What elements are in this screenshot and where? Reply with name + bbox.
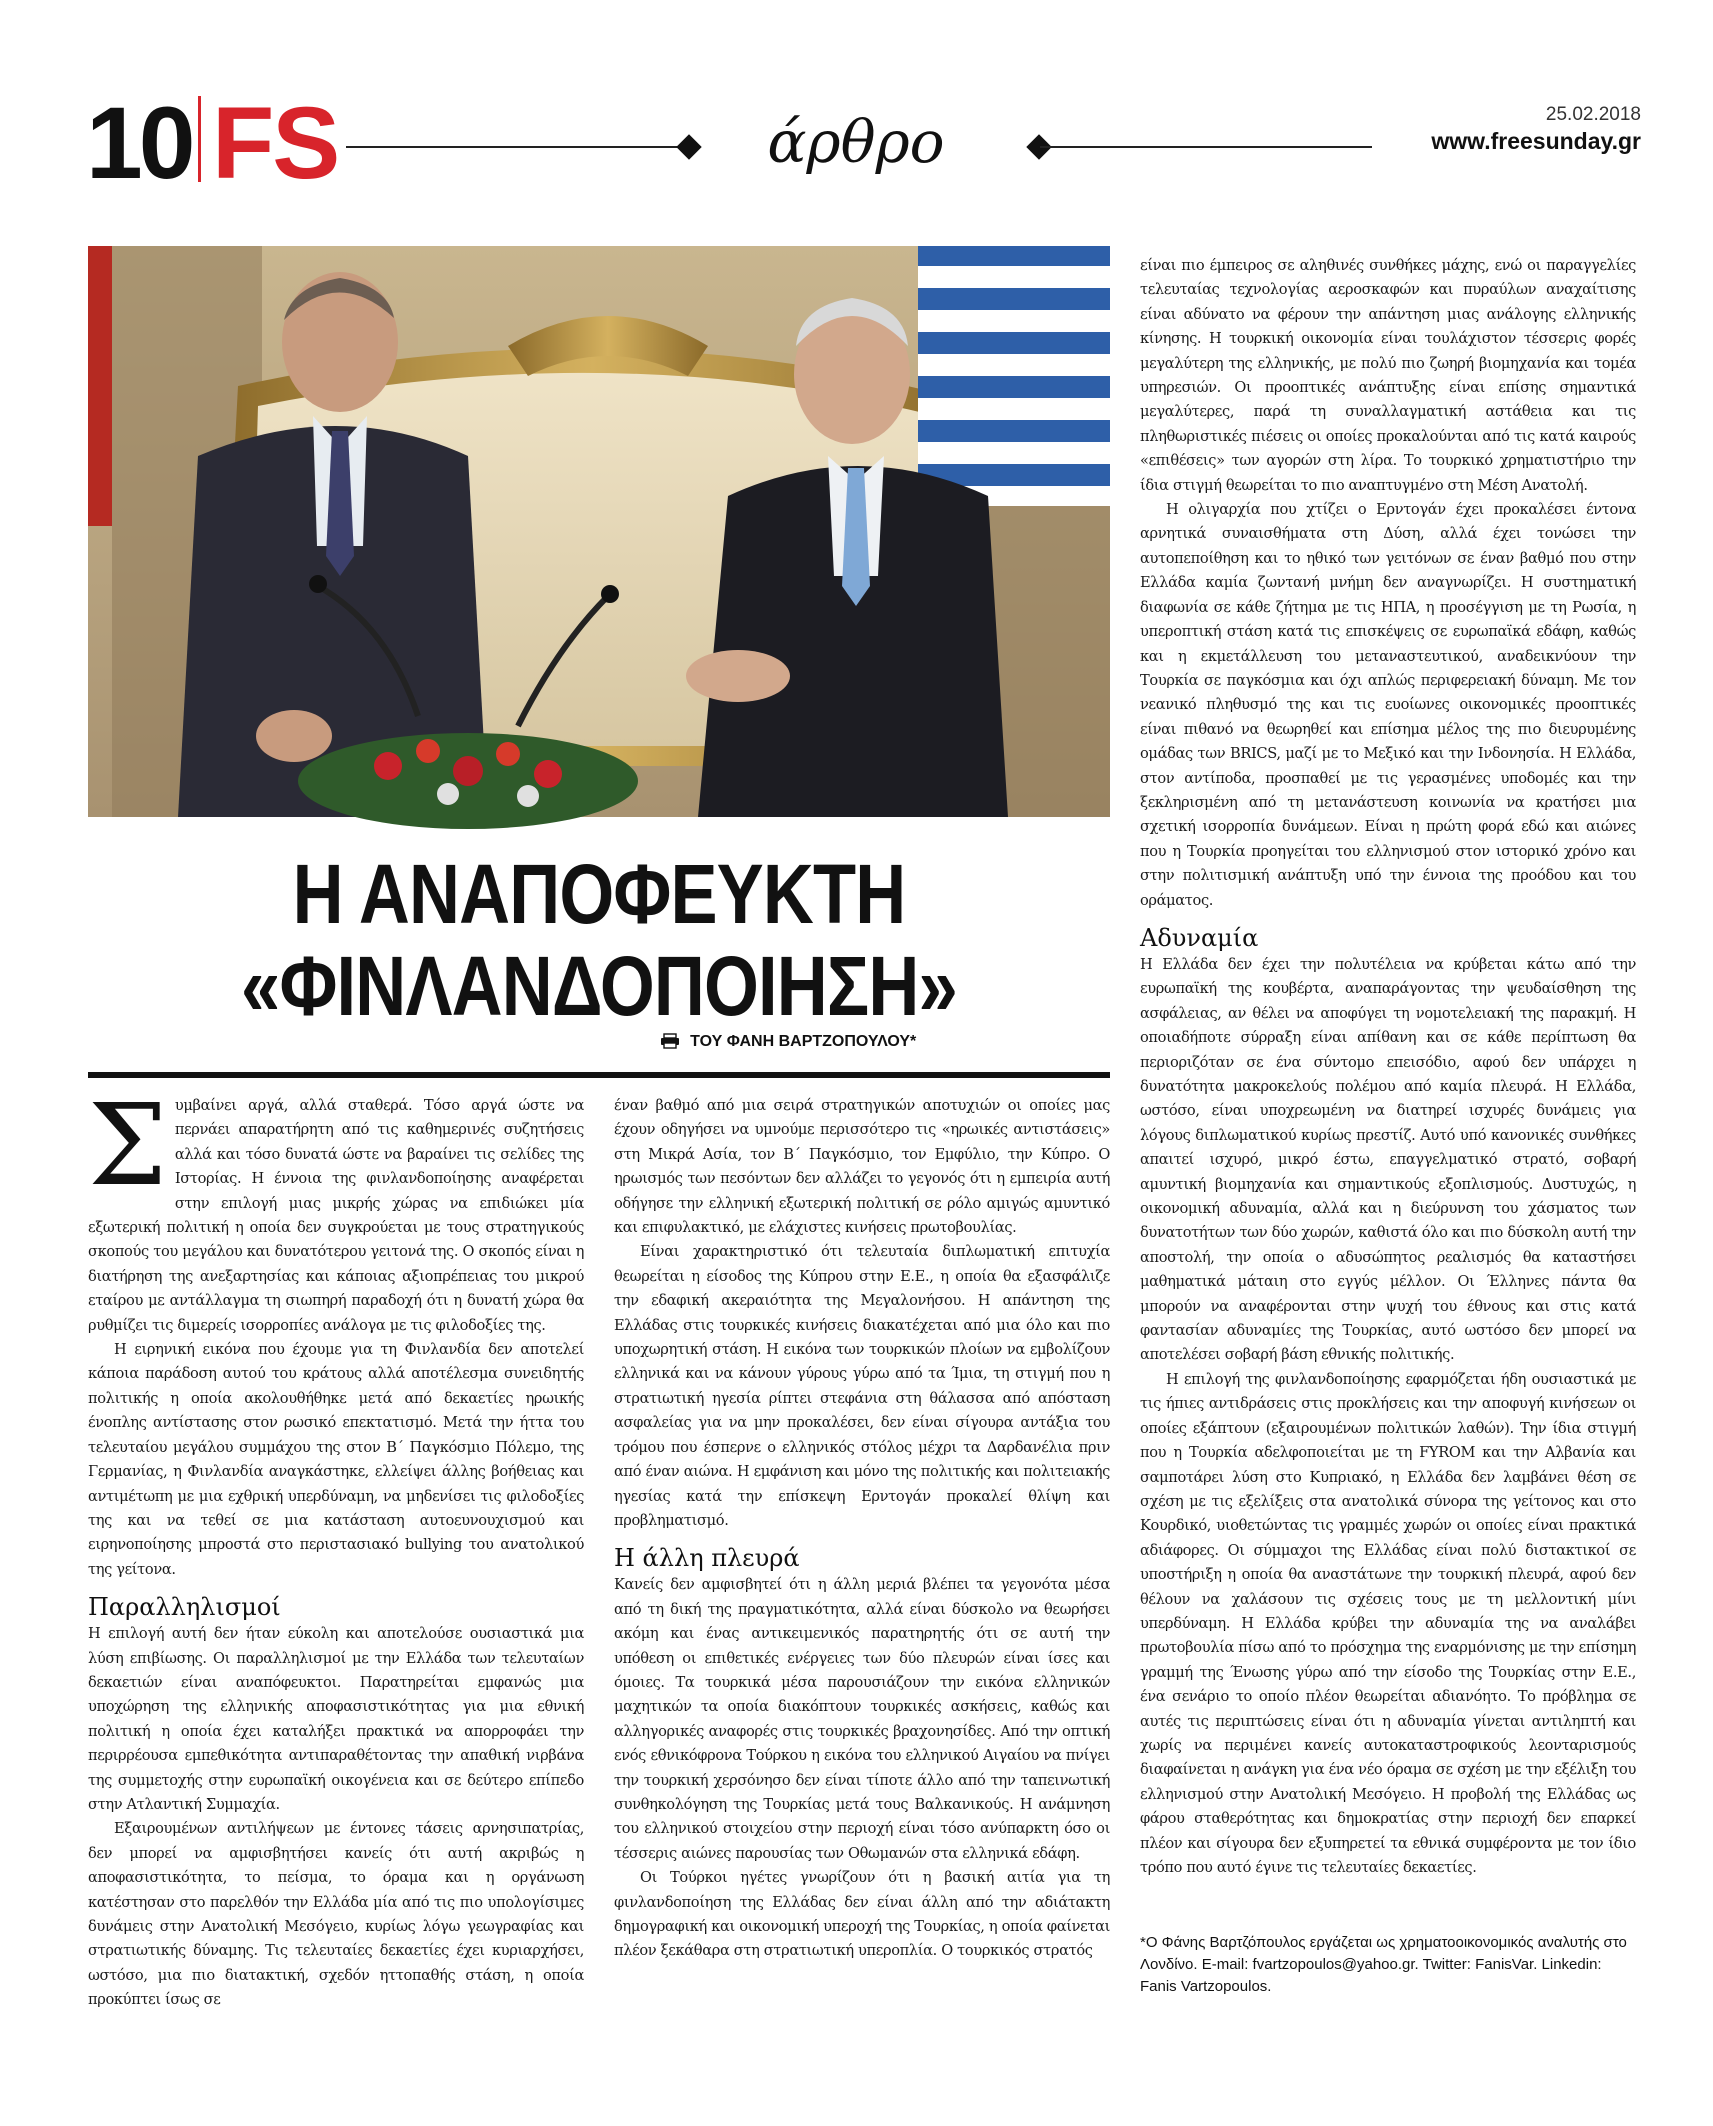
hero-photo	[88, 246, 1110, 817]
header-rule-right	[1040, 146, 1372, 148]
page-number: 10	[86, 86, 192, 200]
printer-icon	[660, 1034, 680, 1048]
headline-line-1: Η ΑΝΑΠΟΦΕΥΚΤΗ	[292, 847, 906, 941]
byline-text: ΤΟΥ ΦΑΝΗ ΒΑΡΤΖΟΠΟΥΛΟΥ*	[690, 1033, 917, 1050]
issue-date: 25.02.2018	[1545, 104, 1641, 125]
paragraph: έναν βαθμό από μια σειρά στρατηγικών αποτυχιών οι οποίες μας έχουν οδηγήσει να υμνούμε περισσότερο τις «ηρωικές αντιστάσεις» στη Μικρά Ασία, τον Β΄ Παγκόσμιο, τον Εμφύλιο, την Κύπρο. Ο ηρωισμός των πεσόντων δεν αλλάζει το γεγονός ότι η εμπειρία αυτή οδήγησε την ελληνική εξωτερική πολιτική σε ρόλο αμιγώς αμυντικό και επιφυλακτικό, με ελάχιστες κινήσεις πρωτοβουλίας.	[614, 1097, 1110, 1237]
header-rule-left	[346, 146, 686, 148]
site-url[interactable]: www.freesunday.gr	[1431, 128, 1641, 154]
headline-line-2: «ΦΙΝΛΑΝΔΟΠΟΙΗΣΗ»	[241, 939, 957, 1033]
brand-logo[interactable]: FS	[212, 86, 339, 200]
paragraph: Η ειρηνική εικόνα που έχουμε για τη Φινλανδία δεν αποτελεί κάποια παράδοση αυτού του κράτους αλλά αποτέλεσμα συνειδητής πολιτικής η οποία ακολουθήθηκε μετά από δεκαετίες ηρωικής ένοπλης αντίστασης στον ρωσικό επεκτατισμό. Μετά την ήττα του τελευταίου μεγάλου συμμάχου της στον Β΄ Παγκόσμιο Πόλεμο, της Γερμανίας, η Φινλανδία αναγκάστηκε, ελλείψει άλλης βοήθειας και αντιμέτωπη με μια εχθρική υπερδύναμη, να μηδενίσει τις φιλοδοξίες της και να τεθεί σε μια κατάσταση αυτοευνουχισμού και ειρηνοποίησης μπροστά στο περιστασιακό bullying του ανατολικού της γείτονα.	[88, 1341, 584, 1578]
paragraph: Κανείς δεν αμφισβητεί ότι η άλλη μεριά βλέπει τα γεγονότα μέσα από τη δική της πραγματικότητα, αλλά είναι δύσκολο να θεωρήσει ακόμη και ένας αντικειμενικός παρατηρητής ότι σε αυτή την υπόθεση οι επιθετικές ενέργειες των δύο πλευρών είναι ίσες και όμοιες. Τα τουρκικά μέσα παρουσιάζουν την εικόνα ελληνικών μαχητικών τα οποία διακόπτουν τουρκικές ασκήσεις, καθώς και αλληγορικές αναφορές στις τουρκικές βραχονησίδες. Από την οπτική ενός εθνικόφρονα Τούρκου η εικόνα του ελληνικού Αιγαίου να πνίγει την τουρκική χερσόνησο δεν είναι τίποτε άλλο από την ταπεινωτική συνθηκολόγηση της Τουρκίας μετά τους Βαλκανικούς. Η ανάμνηση του ελληνικού στοιχείου στην περιοχή είναι τόσο ανύπαρκτη όσο οι τέσσερις αιώνες παρουσίας των Οθωμανών στα ελληνικά εδάφη.	[614, 1576, 1110, 1862]
paragraph-intro-text: υμβαίνει αργά, αλλά σταθερά. Τόσο αργά ώστε να περνάει απαρατήρητη από τις καθημερινές συζητήσεις αλλά και τόσο δυνατά ώστε να βαραίνει τις σελίδες της Ιστορίας. Η έννοια της φινλανδοποίησης αναφέρεται στην επιλογή μιας μικρής χώρας να επιδιώκει μία εξωτερική πολιτική η οποία δεν συγκρούεται με τους στρατηγικούς σκοπούς του μεγάλου και δυνατότερου γειτονά της. Ο σκοπός είναι η διατήρηση της ανεξαρτησίας και κάποιας αξιοπρέπειας του μικρού εταίρου με αντάλλαγμα τη σιωπηρή παραδοχή ότι η δυνατή χώρα θα ρυθμίζει τις διμερείς ισορροπίες ανάλογα με τις φιλοδοξίες της.	[88, 1097, 584, 1334]
paragraph: Η επιλογή της φινλανδοποίησης εφαρμόζεται ήδη ουσιαστικά με τις ήπιες αντιδράσεις στις προκλήσεις και την αποφυγή κινήσεων οι οποίες εξάπτουν (εξαιρουμένων πολιτικών λαθών). Την ίδια στιγμή που η Τουρκία αδελφοποιείται με τη FYROM και την Αλβανία και σαμποτάρει λύση στο Κυπριακό, η Ελλάδα δεν λαμβάνει θέση σε σχέση με τις εξελίξεις στα ανατολικά σύνορα της γείτονος και στο Κουρδικό, υιοθετώντας τις γραμμές χωρών οι οποίες είναι πρακτικά αδιάφορες. Οι σύμμαχοι της Ελλάδας είναι πολύ διστακτικοί σε υποστήριξη η οποία θα αναστάτωνε την τουρκική πλευρά, αφού δεν θέλουν να χαλάσουν τις σχέσεις τους με τη μελλοντική μίνι υπερδύναμη. Η Ελλάδα κρύβει την αδυναμία της να αναλάβει πρωτοβουλία πίσω από το πρόσχημα της εναρμόνισης με την επίσημη γραμμή της Ένωσης γύρω από την είσοδο της Τουρκίας στην Ε.Ε., ένα σενάριο το οποίο πλέον θεωρείται αδιανόητο. Το πρόβλημα σε αυτές τις περιπτώσεις είναι ότι η αδυναμία γίνεται αντιληπτή και χωρίς να περιμένει κανείς αυτοκαταστροφικούς λεονταρισμούς διαφαίνεται η ανάγκη για ένα νέο όραμα σε σχέση με την εξέλιξη του ελληνισμού στην Ανατολική Μεσόγειο. Η προβολή της Ελλάδας ως φάρου σταθερότητας και δημοκρατίας στην περιοχή δεν επαρκεί πλέον και σίγουρα δεν εξυπηρετεί τα εθνικά συμφέροντα με τον ίδιο τρόπο που αυτό έγινε τις τελευταίες δεκαετίες.	[1140, 1370, 1636, 1876]
paragraph: Οι Τούρκοι ηγέτες γνωρίζουν ότι η βασική αιτία για τη φινλανδοποίηση της Ελλάδας δεν είναι άλλη από την αδιάτακτη δημογραφική και οικονομική υπεροχή της Τουρκίας, η οποία φαίνεται πλέον ξεκάθαρα στη στρατιωτική υπεροπλία. Ο τουρκικός στρατός	[614, 1869, 1110, 1960]
paragraph: Η ολιγαρχία που χτίζει ο Ερντογάν έχει προκαλέσει έντονα αρνητικά συναισθήματα στη Δύση, αλλά έχει τονώσει την αυτοπεποίθηση και το ηθικό των γειτόνων σε έναν βαθμό που στην Ελλάδα καμία ζωντανή μνήμη δεν αναγνωρίζει. Η συστηματική διαφωνία σε κάθε ζήτημα με τις ΗΠΑ, η προσέγγιση με τη Ρωσία, η υπεροπτική στάση κατά τις επισκέψεις σε ευρωπαϊκά εδάφη, καθώς και η εκμετάλλευση του μεταναστευτικού, αναδεικνύουν την Τουρκία σε παγκόσμια και όχι απλώς περιφερειακή δύναμη. Με τον νεανικό πληθυσμό της και τις ευοίωνες οικονομικές προοπτικές είναι πιθανό να θεωρηθεί και επίσημα μέλος της πιο διευρυμένης ομάδας των BRICS, μαζί με το Μεξικό και την Ινδονησία. Η Ελλάδα, στον αντίποδα, προσπαθεί με τις γερασμένες υποδομές και την ξεκληρισμένη από τη μετανάστευση κοινωνία να κρατήσει μια σχετική ισορροπία δυνάμεων. Είναι η πρώτη φορά εδώ και αιώνες που η Τουρκία προηγείται του ελληνισμού στον ιστορικό χρόνο και στην πολιτισμική ανάπτυξη υπό την έννοια της προόδου και του οράματος.	[1140, 501, 1636, 909]
paragraph: Είναι χαρακτηριστικό ότι τελευταία διπλωματική επιτυχία θεωρείται η είσοδος της Κύπρου στην Ε.Ε., η οποία θα εξασφάλιζε την εδαφική ακεραιότητα της Μεγαλονήσου. Η απάντηση της Ελλάδας στις τουρκικές κινήσεις διακατέχεται από μια όλο και πιο υποχωρητική στάση. Η εικόνα των τουρκικών πλοίων να εμβολίζουν ελληνικά και να κάνουν γύρους γύρω από τα Ίμια, τη στιγμή που η στρατιωτική ηγεσία ρίπτει στεφάνια στη θάλασσα από απόσταση ασφαλείας για να μην προκαλέσει, δεν είναι σίγουρα αντάξια του τρόμου που έσπερνε ο ελληνικός στόλος μέχρι τα Δαρδανέλια πριν από έναν αιώνα. Η εμφάνιση και μόνο της πολιτικής και πολιτειακής ηγεσίας κατά την επίσκεψη Ερντογάν προκαλεί θλίψη και προβληματισμό.	[614, 1243, 1110, 1529]
section-label: άρθρο	[767, 108, 945, 176]
paragraph-intro	[88, 1081, 584, 1338]
article-column-2	[614, 1094, 1110, 1996]
article-column-3	[1140, 254, 1636, 1916]
paragraph: Η επιλογή αυτή δεν ήταν εύκολη και αποτελούσε ουσιαστικά μια λύση επιβίωσης. Οι παραλληλισμοί με την Ελλάδα των τελευταίων δεκαετιών είναι αναπόφευκτοι. Παρατηρείται εμφανώς μια υποχώρηση της ελληνικής αποφασιστικότητας για μια εθνική πολιτική η οποία έχει καταλήξει πρακτικά να απορροφάει την περιρρέουσα εμπεθικότητα αντιπαραθέτοντας την απαθική νιρβάνα της συμμετοχής στην ευρωπαϊκή οικογένεια και σε δεύτερο επίπεδο στην Ατλαντική Συμμαχία.	[88, 1625, 584, 1813]
author-note: *Ο Φάνης Βαρτζόπουλος εργάζεται ως χρηματοοικονομικός αναλυτής στο Λονδίνο. E-mail: fvartzopoulos@yahoo.gr. Twitter: FanisVar. Linkedin: Fanis Vartzopoulos.	[1140, 1934, 1627, 1995]
byline	[466, 1033, 1110, 1051]
dropcap: Σ	[88, 1081, 167, 1211]
diamond-ornament-left	[676, 134, 701, 159]
paragraph: Εξαιρουμένων αντιλήψεων με έντονες τάσεις αρνησιπατρίας, δεν μπορεί να αμφισβητήσει κανείς ότι αυτή ακριβώς η αποφασιστικότητα, το πείσμα, το όραμα και η οργάνωση κατέστησαν στο παρελθόν την Ελλάδα μία από τις πιο υπολογίσιμες δυνάμεις στην Ανατολική Μεσόγειο, κυρίως λόγω γεωγραφίας και στρατιωτικής δύναμης. Τις τελευταίες δεκαετίες έχει κυριαρχήσει, ωστόσο, μια πιο διατακτική, σχεδόν ηττοπαθής στάση, η οποία προκύπτει ίσως σε	[88, 1820, 584, 2009]
subheading-other-side: Η άλλη πλευρά	[614, 1544, 800, 1573]
subheading-parallels: Παραλληλισμοί	[88, 1593, 281, 1622]
body-top-rule	[88, 1072, 1110, 1078]
subheading-weakness: Αδυναμία	[1140, 923, 1259, 952]
article-headline	[88, 848, 1110, 1032]
header-divider	[198, 96, 201, 182]
paragraph: Η Ελλάδα δεν έχει την πολυτέλεια να κρύβεται κάτω από την ευρωπαϊκή της κουβέρτα, αναπαράγοντας την ψευδαίσθηση της ασφάλειας, αν θέλει να αποφύγει τη νομοτελειακή της παρακμή. Η οποιαδήποτε σύρραξη είναι απίθανη και σε κάθε περίπτωση θα περιοριζόταν σε ένα σύντομο επεισόδιο, αφού δεν υπάρχει η δυνατότητα μακροκελούς πολέμου από καμία πλευρά. Η Ελλάδα, ωστόσο, είναι υποχρεωμένη να διατηρεί ισχυρές δυνάμεις για λόγους διπλωματικού κυρίως πρεστίζ. Αυτό υπό κανονικές συνθήκες απαιτεί ισχυρό, μικρό έστω, επαγγελματικό στρατό, σοβαρή αμυντική βιομηχανία και σημαντικούς εξοπλισμούς. Δυστυχώς, η οικονομική αδυναμία, αλλά και η διεύρυνση του χάσματος των δυνατοτήτων των δύο χωρών, καθιστά όλο και πιο δύσκολη αυτή την αποστολή, την οποία ο αδυσώπητος ρεαλισμός θα καταστήσει μαθηματικά μάταιη στο εγγύς μέλλον. Οι Έλληνες πάντα θα μπορούν να αναφέρονται στην ψυχή του έθνους και στις κατά φαντασίαν αδυναμίες της Τουρκίας, αυτό ωστόσο δεν μπορεί να αποτελέσει σοβαρή βάση εθνικής πολιτικής.	[1140, 955, 1636, 1364]
article-column-1	[88, 1081, 584, 2009]
paragraph: είναι πιο έμπειρος σε αληθινές συνθήκες μάχης, ενώ οι παραγγελίες τελευταίας τεχνολογίας αεροσκαφών και πυραύλων αναχαίτισης είναι αδύνατο να φέρουν την απάντηση μιας ανάλογης ελληνικής κίνησης. Η τουρκική οικονομία είναι τουλάχιστον τέσσερις φορές μεγαλύτερη της ελληνικής, με πολύ πιο ζωηρή βιομηχανία και τομέα υπηρεσιών. Οι προοπτικές ανάπτυξης είναι επίσης σημαντικά μεγαλύτερες, παρά τη συναλλαγματική αστάθεια και τις πληθωριστικές πιέσεις οι οποίες προκαλούνται από τις κατά καιρούς «επιθέσεις» των αγορών στη λίρα. Το τουρκικό χρηματιστήριο την ίδια στιγμή θεωρείται το πιο αναπτυγμένο στη Μέση Ανατολή.	[1140, 257, 1636, 494]
